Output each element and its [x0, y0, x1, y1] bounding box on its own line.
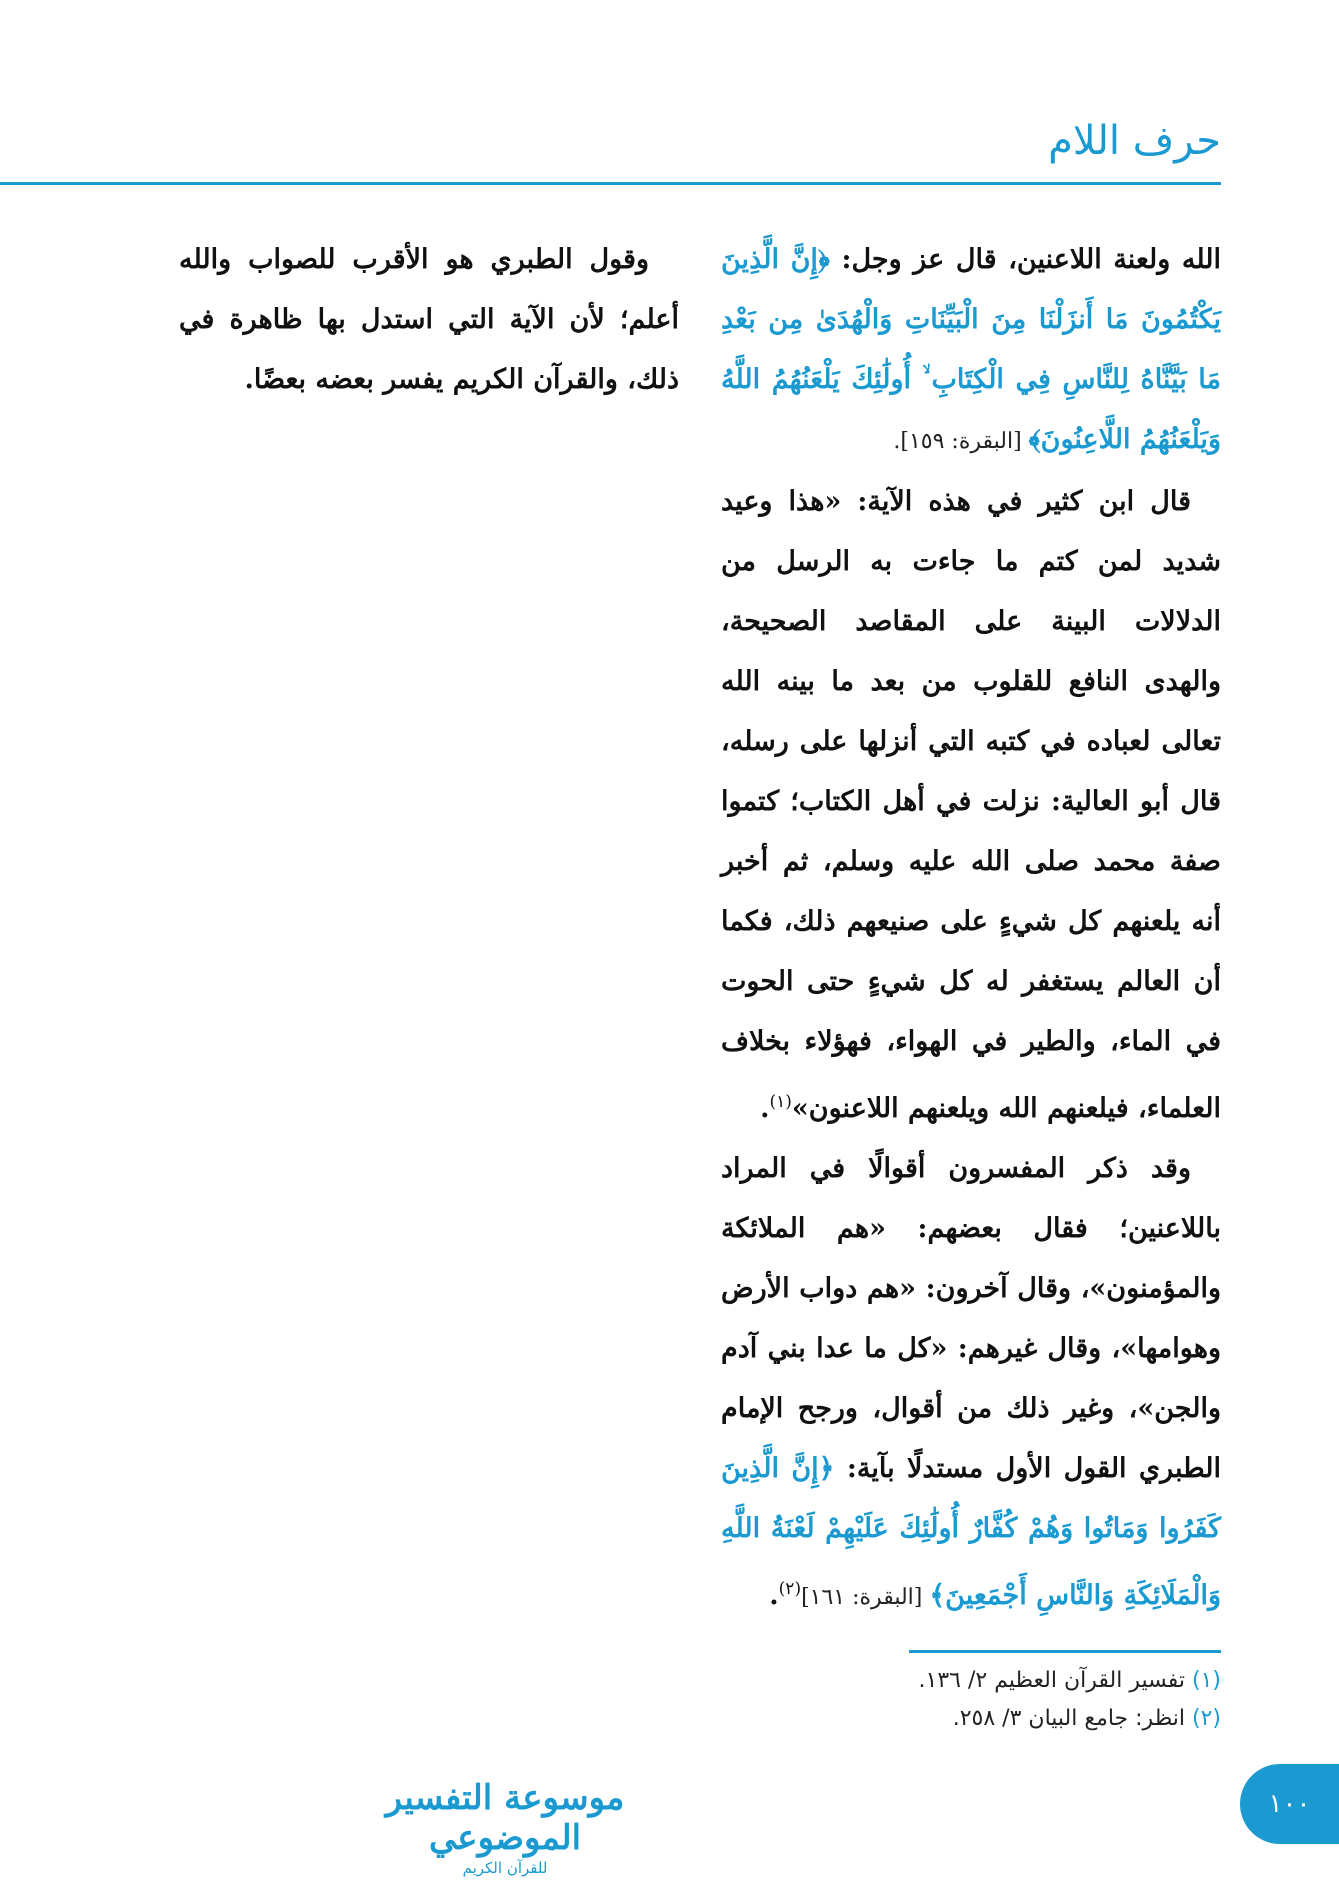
page-number-tab — [1240, 1764, 1339, 1844]
footnote-marker-2: (٢) — [778, 1579, 802, 1599]
right-column — [721, 230, 1221, 1628]
footnote-2 — [701, 1700, 1221, 1738]
header-divider — [0, 182, 1221, 185]
encyclopedia-logo — [330, 1778, 680, 1878]
footnote-1 — [701, 1662, 1221, 1700]
logo-title: موسوعة التفسير الموضوعي — [385, 1778, 625, 1858]
paragraph-3 — [721, 1139, 1221, 1628]
footnote-2-number: (٢) — [1191, 1706, 1221, 1731]
paragraph-3-text: وقد ذكر المفسرون أقوالًا في المراد باللاعنين؛ فقال بعضهم: «هم الملائكة والمؤمنون»، وقال آخرون: «هم دواب الأرض وهوامها»، وقال غيرهم: «كل ما عدا بني آدم والجن»، وغير ذلك من أقوال، ورجح الإمام الطبري القول الأول مستدلًا بآية: — [721, 1153, 1221, 1484]
left-column — [179, 230, 679, 410]
page-number: ١٠٠ — [1268, 1789, 1311, 1819]
footnotes — [701, 1662, 1221, 1738]
quran-verse-1: ﴿إِنَّ الَّذِينَ يَكْتُمُونَ مَا أَنزَلْنَا مِنَ الْبَيِّنَاتِ وَالْهُدَىٰ مِن بَعْدِ مَا بَيَّنَّاهُ لِلنَّاسِ فِي الْكِتَابِ ۙ أُولَٰئِكَ يَلْعَنُهُمُ اللَّهُ وَيَلْعَنُهُمُ اللَّاعِنُونَ﴾ — [721, 244, 1221, 455]
paragraph-2 — [721, 472, 1221, 1139]
footnote-1-text: تفسير القرآن العظيم ٢/ ١٣٦. — [918, 1668, 1185, 1693]
section-title: حرف اللام — [1048, 118, 1221, 164]
footnote-2-text: انظر: جامع البيان ٣/ ٢٥٨. — [952, 1706, 1185, 1731]
verse-reference-1: [البقرة: ١٥٩]. — [893, 429, 1029, 454]
footnote-marker-1: (١) — [769, 1092, 792, 1112]
paragraph-3-end: . — [769, 1580, 779, 1611]
footnote-1-number: (١) — [1191, 1668, 1221, 1693]
paragraph-2-end: . — [760, 1093, 770, 1124]
paragraph-2-text: قال ابن كثير في هذه الآية: «هذا وعيد شديد لمن كتم ما جاءت به الرسل من الدلالات البينة على المقاصد الصحيحة، والهدى النافع للقلوب من بعد ما بينه الله تعالى لعباده في كتبه التي أنزلها على رسله، قال أبو العالية: نزلت في أهل الكتاب؛ كتموا صفة محمد صلى الله عليه وسلم، ثم أخبر أنه يلعنهم كل شيءٍ على صنيعهم ذلك، فكما أن العالم يستغفر له كل شيءٍ حتى الحوت في الماء، والطير في الهواء، فهؤلاء بخلاف العلماء، فيلعنهم الله ويلعنهم اللاعنون» — [721, 486, 1221, 1124]
paragraph-4: وقول الطبري هو الأقرب للصواب والله أعلم؛ لأن الآية التي استدل بها ظاهرة في ذلك، والقرآن الكريم يفسر بعضه بعضًا. — [179, 244, 679, 395]
paragraph-1-intro: الله ولعنة اللاعنين، قال عز وجل: — [829, 244, 1221, 275]
paragraph-1 — [721, 230, 1221, 472]
quran-verse-2: ﴿إِنَّ الَّذِينَ كَفَرُوا وَمَاتُوا وَهُمْ كُفَّارٌ أُولَٰئِكَ عَلَيْهِمْ لَعْنَةُ اللَّهِ وَالْمَلَائِكَةِ وَالنَّاسِ أَجْمَعِينَ﴾ — [721, 1453, 1221, 1611]
verse-reference-2: [البقرة: ١٦١] — [801, 1585, 930, 1610]
footnote-divider — [909, 1650, 1221, 1653]
logo-subtitle: للقرآن الكريم — [462, 1859, 548, 1877]
